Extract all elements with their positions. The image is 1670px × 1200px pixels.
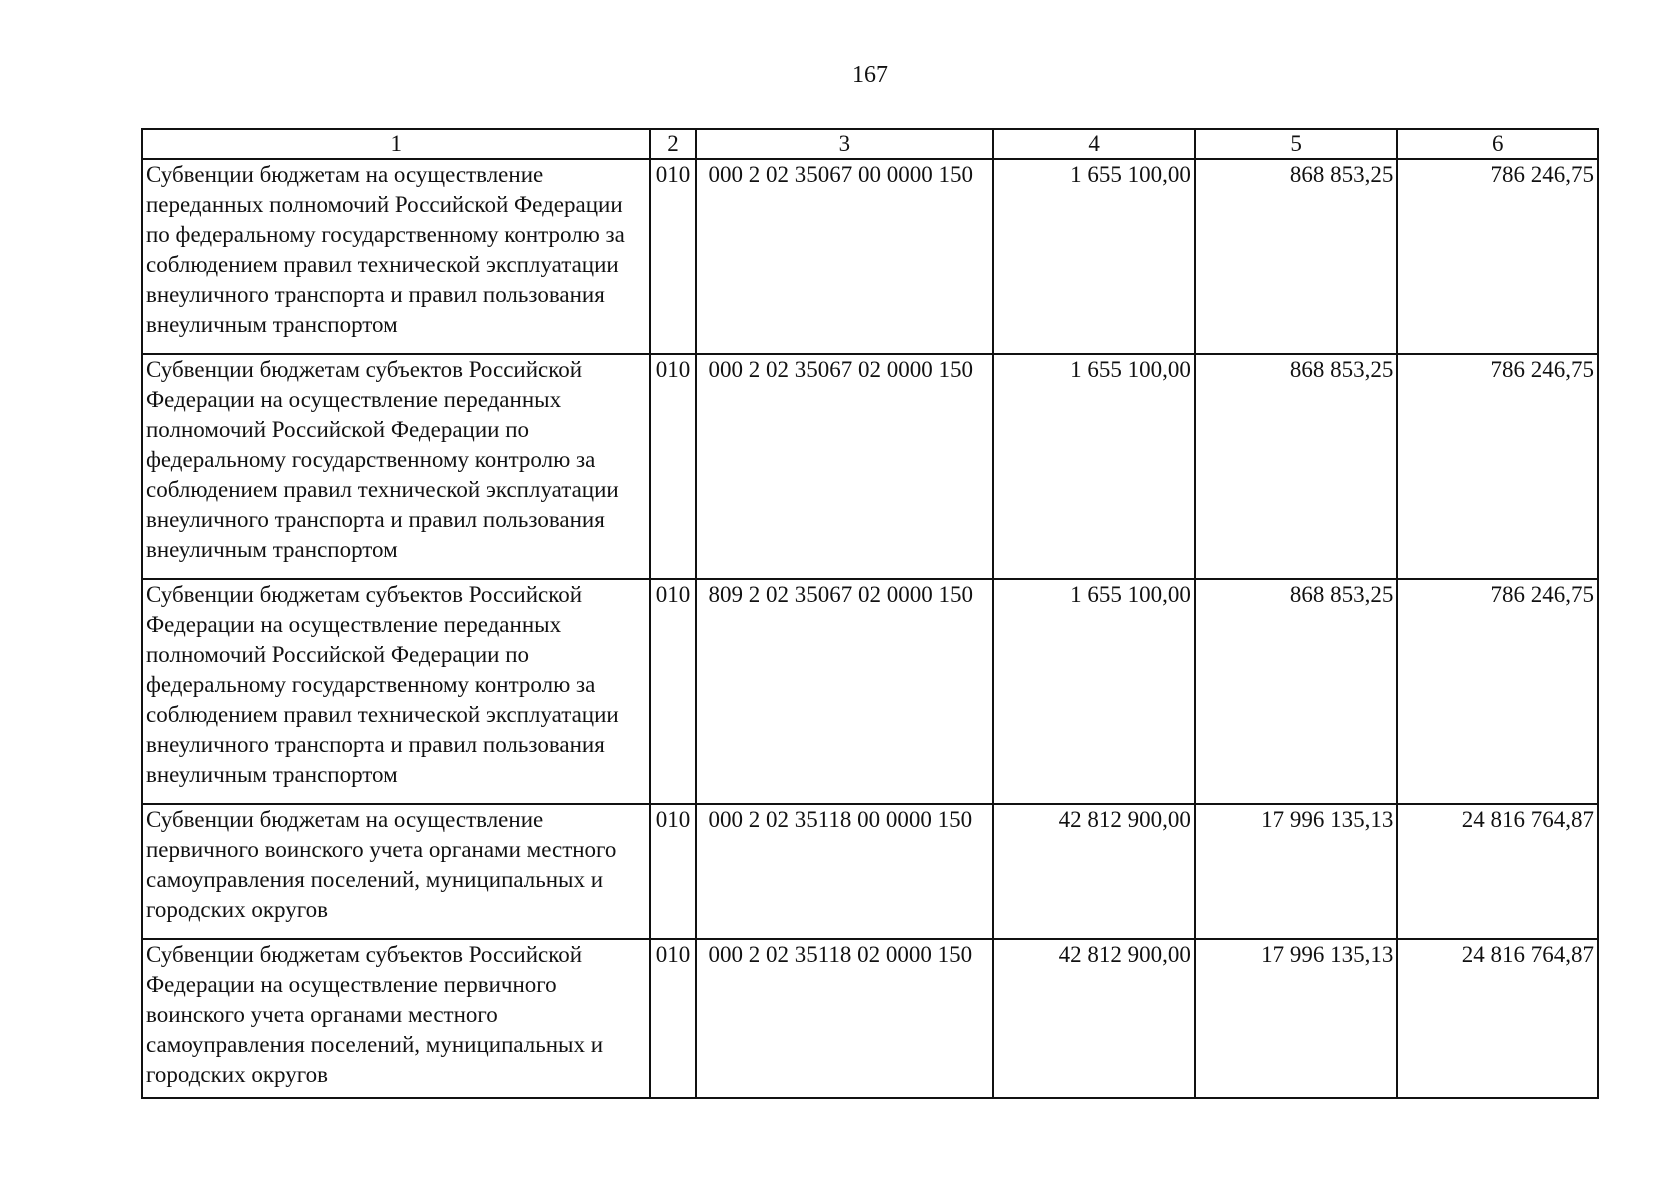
- table-row: [142, 579, 1598, 804]
- column-number-4: 4: [993, 129, 1195, 159]
- executed-amount: 868 853,25: [1195, 579, 1398, 804]
- income-name: Субвенции бюджетам субъектов Российской Федерации на осуществление переданных полномочий Российской Федерации по федеральному государственному контролю за соблюдением правил технической эксплуатации внеуличного транспорта и правил пользования внеуличным транспортом: [142, 354, 650, 579]
- unexecuted-amount: 786 246,75: [1397, 579, 1598, 804]
- line-code: 010: [650, 804, 695, 939]
- column-number-2: 2: [650, 129, 695, 159]
- table-row: [142, 159, 1598, 354]
- line-code: 010: [650, 354, 695, 579]
- column-number-3: 3: [696, 129, 994, 159]
- unexecuted-amount: 24 816 764,87: [1397, 804, 1598, 939]
- line-code: 010: [650, 939, 695, 1098]
- approved-amount: 42 812 900,00: [993, 804, 1195, 939]
- income-code: 809 2 02 35067 02 0000 150: [696, 579, 994, 804]
- line-code: 010: [650, 159, 695, 354]
- unexecuted-amount: 786 246,75: [1397, 159, 1598, 354]
- approved-amount: 42 812 900,00: [993, 939, 1195, 1098]
- column-number-5: 5: [1195, 129, 1398, 159]
- income-name: Субвенции бюджетам на осуществление переданных полномочий Российской Федерации по федеральному государственному контролю за соблюдением правил технической эксплуатации внеуличного транспорта и правил пользования внеуличным транспортом: [142, 159, 650, 354]
- table-header-row: [142, 129, 1598, 159]
- page-number: 167: [852, 62, 888, 88]
- income-code: 000 2 02 35067 02 0000 150: [696, 354, 994, 579]
- executed-amount: 868 853,25: [1195, 159, 1398, 354]
- executed-amount: 868 853,25: [1195, 354, 1398, 579]
- income-code: 000 2 02 35118 02 0000 150: [696, 939, 994, 1098]
- income-code: 000 2 02 35118 00 0000 150: [696, 804, 994, 939]
- column-number-6: 6: [1397, 129, 1598, 159]
- approved-amount: 1 655 100,00: [993, 159, 1195, 354]
- executed-amount: 17 996 135,13: [1195, 804, 1398, 939]
- budget-table: [141, 128, 1599, 1099]
- income-name: Субвенции бюджетам субъектов Российской Федерации на осуществление первичного воинского учета органами местного самоуправления поселений, муниципальных и городских округов: [142, 939, 650, 1098]
- income-name: Субвенции бюджетам субъектов Российской Федерации на осуществление переданных полномочий Российской Федерации по федеральному государственному контролю за соблюдением правил технической эксплуатации внеуличного транспорта и правил пользования внеуличным транспортом: [142, 579, 650, 804]
- approved-amount: 1 655 100,00: [993, 579, 1195, 804]
- table-row: [142, 354, 1598, 579]
- unexecuted-amount: 786 246,75: [1397, 354, 1598, 579]
- income-code: 000 2 02 35067 00 0000 150: [696, 159, 994, 354]
- table-row: [142, 939, 1598, 1098]
- income-name: Субвенции бюджетам на осуществление первичного воинского учета органами местного самоуправления поселений, муниципальных и городских округов: [142, 804, 650, 939]
- line-code: 010: [650, 579, 695, 804]
- table-row: [142, 804, 1598, 939]
- column-number-1: 1: [142, 129, 650, 159]
- approved-amount: 1 655 100,00: [993, 354, 1195, 579]
- unexecuted-amount: 24 816 764,87: [1397, 939, 1598, 1098]
- executed-amount: 17 996 135,13: [1195, 939, 1398, 1098]
